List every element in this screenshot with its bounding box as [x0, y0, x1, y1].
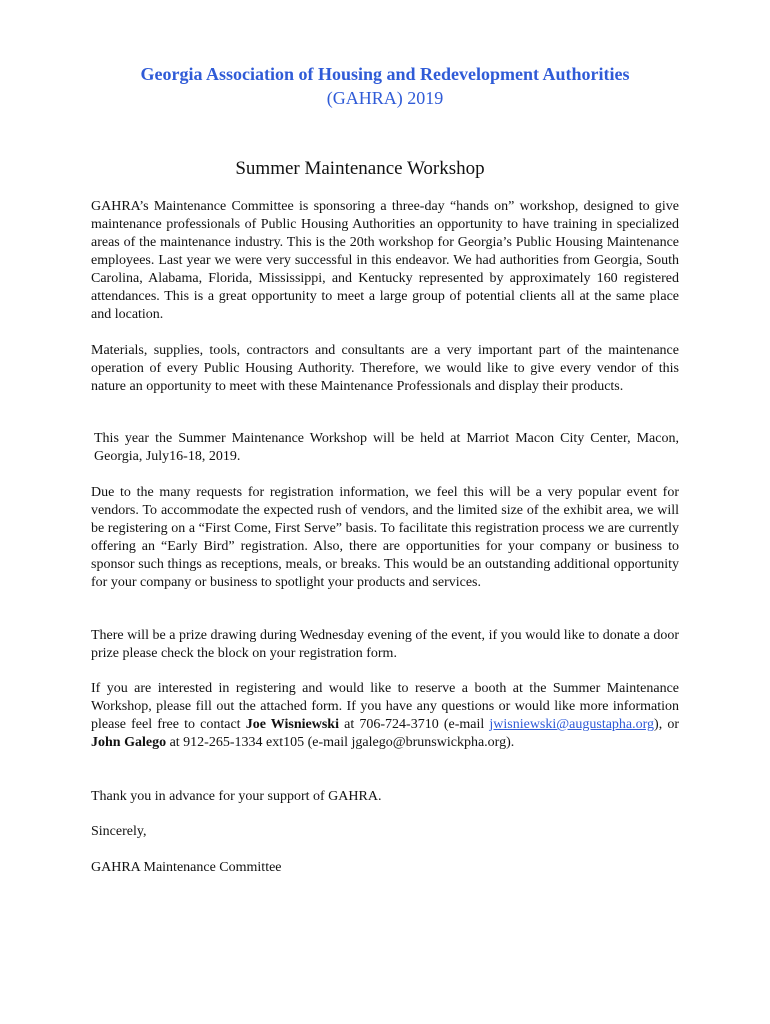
contact2-phone-text: at 912-265-1334 ext105 (e-mail [166, 735, 352, 750]
contact-paragraph [91, 680, 679, 752]
contact-end-text: ). [506, 735, 515, 750]
org-abbrev-year-heading: (GAHRA) 2019 [326, 88, 444, 108]
contact1-phone-text: at 706-724-3710 (e-mail [339, 717, 490, 732]
workshop-title: Summer Maintenance Workshop [235, 158, 485, 179]
contact1-email-link[interactable]: jwisniewski@augustapha.org [489, 717, 655, 732]
contact-mid-text: ), or [654, 717, 680, 732]
venue-paragraph: This year the Summer Maintenance Workshop will be held at Marriot Macon City Center, Macon, Georgia, July16-18, 2019. [94, 431, 679, 464]
contact2-name: John Galego [91, 735, 167, 750]
contact-intro-text: If you are interested in registering and would like to reserve a booth at the Summer Maintenance Workshop, please fill out the attached form. If you have any questions or would like more information please feel free to contact [91, 681, 679, 732]
contact1-name: Joe Wisniewski [245, 717, 339, 732]
signature-line: GAHRA Maintenance Committee [91, 860, 282, 875]
thanks-line: Thank you in advance for your support of GAHRA. [91, 789, 382, 804]
intro-paragraph: GAHRA’s Maintenance Committee is sponsoring a three-day “hands on” workshop, designed to give maintenance professionals of Public Housing Authorities an opportunity to have training in specialized areas of the maintenance industry. This is the 20th workshop for Georgia’s Public Housing Maintenance employees. Last year we were very successful in this endeavor. We had authorities from Georgia, South Carolina, Alabama, Florida, Mississippi, and Kentucky represented by approximately 160 registered attendances. This is a great opportunity to meet a large group of potential clients all at the same place and location. [91, 199, 679, 322]
closing-line: Sincerely, [91, 824, 147, 839]
vendors-paragraph: Materials, supplies, tools, contractors and consultants are a very important part of the maintenance operation of every Public Housing Authority. Therefore, we would like to give every vendor of this nature an opportunity to meet with these Maintenance Professionals and display their products. [91, 343, 679, 394]
contact2-email-text: jgalego@brunswickpha.org [351, 735, 507, 750]
registration-paragraph: Due to the many requests for registration information, we feel this will be a very popular event for vendors. To accommodate the expected rush of vendors, and the limited size of the exhibit area, we will be registering on a “First Come, First Serve” basis. To facilitate this registration process we are currently offering an “Early Bird” registration. Also, there are opportunities for your company or business to sponsor such things as receptions, meals, or breaks. This would be an outstanding additional opportunity for your company or business to spotlight your products and services. [91, 485, 679, 590]
prize-paragraph: There will be a prize drawing during Wednesday evening of the event, if you would like to donate a door prize please check the block on your registration form. [91, 628, 679, 661]
org-name-heading: Georgia Association of Housing and Redevelopment Authorities [140, 64, 630, 84]
